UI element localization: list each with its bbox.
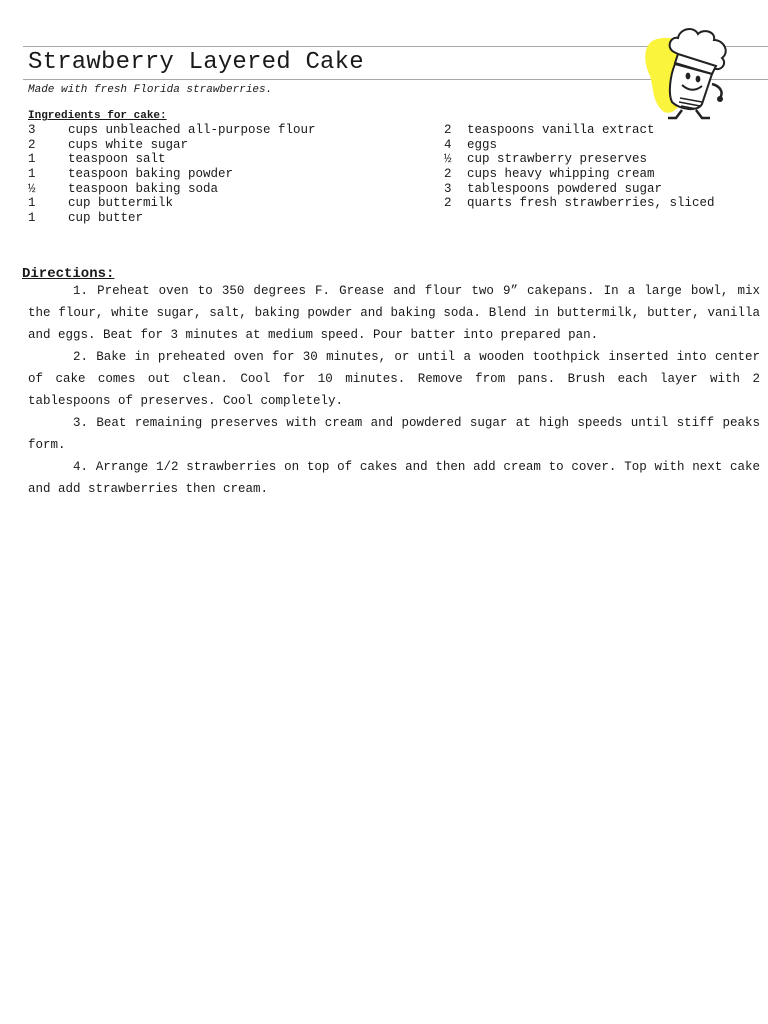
ingredient-qty: 3 bbox=[444, 181, 452, 196]
ingredient-row bbox=[28, 152, 316, 167]
ingredient-item: teaspoon baking powder bbox=[68, 167, 234, 182]
chef-leg-right bbox=[696, 110, 710, 118]
ingredient-qty: 1 bbox=[28, 196, 36, 211]
ingredient-item: tablespoons powdered sugar bbox=[467, 181, 663, 196]
ingredient-item: cups heavy whipping cream bbox=[467, 167, 655, 182]
ingredient-row bbox=[444, 138, 715, 153]
ingredient-qty: 2 bbox=[444, 123, 452, 137]
ingredient-row bbox=[28, 123, 316, 138]
directions-body bbox=[28, 280, 760, 500]
ingredient-qty: 4 bbox=[444, 137, 452, 152]
ingredient-qty: ½ bbox=[28, 181, 36, 196]
ingredient-item: cup butter bbox=[68, 211, 144, 226]
ingredient-qty: 2 bbox=[28, 137, 36, 152]
ingredient-row bbox=[444, 167, 715, 182]
ingredient-qty: 1 bbox=[28, 152, 36, 167]
direction-step: 4. Arrange 1/2 strawberries on top of cakes and then add cream to cover. Top with next cake and add strawberries then cream. bbox=[28, 460, 760, 496]
ingredients-left-column bbox=[28, 123, 316, 226]
ingredient-qty: 1 bbox=[28, 211, 36, 226]
recipe-title: Strawberry Layered Cake bbox=[28, 49, 364, 76]
ingredient-item: teaspoons vanilla extract bbox=[467, 123, 655, 137]
ingredient-row bbox=[28, 211, 316, 226]
ingredient-item: cup strawberry preserves bbox=[467, 152, 648, 167]
ingredient-row bbox=[444, 196, 715, 211]
ingredient-item: teaspoon baking soda bbox=[68, 181, 219, 196]
direction-step: 3. Beat remaining preserves with cream and powdered sugar at high speeds until stiff peaks form. bbox=[28, 416, 760, 452]
directions-heading: Directions: bbox=[22, 266, 115, 282]
ingredients-heading: Ingredients for cake: bbox=[28, 110, 167, 122]
ingredient-qty: 3 bbox=[28, 123, 36, 137]
ingredient-row bbox=[444, 182, 715, 197]
recipe-subtitle: Made with fresh Florida strawberries. bbox=[28, 84, 273, 96]
ingredient-row bbox=[28, 138, 316, 153]
ingredient-qty: 2 bbox=[444, 167, 452, 182]
ingredient-row bbox=[28, 196, 316, 211]
ingredient-qty: 1 bbox=[28, 167, 36, 182]
ingredient-item: quarts fresh strawberries, sliced bbox=[467, 196, 715, 211]
direction-step: 2. Bake in preheated oven for 30 minutes, or until a wooden toothpick inserted into center of cake comes out clean. Cool for 10 minutes. Remove from pans. Brush each layer with 2 tablespoons of preserves. Cool completely. bbox=[28, 350, 760, 408]
chef-arm bbox=[712, 84, 722, 98]
ingredient-row bbox=[444, 123, 715, 138]
ingredient-qty: ½ bbox=[444, 152, 452, 167]
ingredient-row bbox=[28, 167, 316, 182]
ingredient-item: eggs bbox=[467, 137, 498, 152]
chef-hat-icon bbox=[640, 24, 740, 120]
ingredient-qty: 2 bbox=[444, 196, 452, 211]
ingredient-item: teaspoon salt bbox=[68, 152, 166, 167]
ingredient-row bbox=[28, 182, 316, 197]
ingredient-item: cups unbleached all-purpose flour bbox=[68, 123, 316, 137]
chef-eye-right bbox=[696, 76, 701, 83]
direction-step: 1. Preheat oven to 350 degrees F. Grease and flour two 9” cakepans. In a large bowl, mix the flour, white sugar, salt, baking powder and baking soda. Blend in buttermilk, butter, vanilla and eggs. Beat for 3 minutes at medium speed. Pour batter into prepared pan. bbox=[28, 284, 760, 342]
chef-eye-left bbox=[686, 73, 691, 80]
ingredient-item: cups white sugar bbox=[68, 137, 189, 152]
ingredient-row bbox=[444, 152, 715, 167]
chef-hand bbox=[717, 96, 723, 102]
ingredients-right-column bbox=[444, 123, 715, 211]
ingredient-item: cup buttermilk bbox=[68, 196, 174, 211]
